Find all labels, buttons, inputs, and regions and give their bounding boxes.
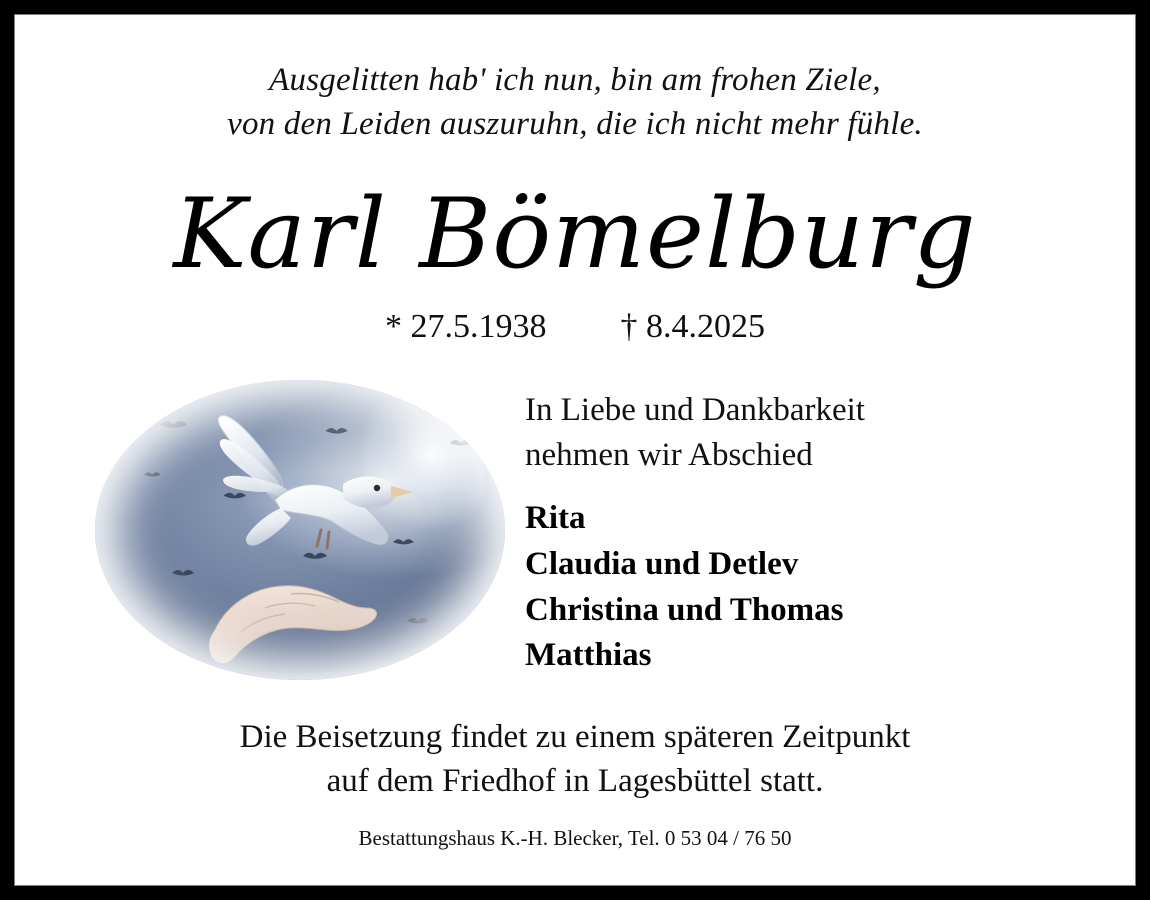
card-inner <box>14 14 1136 886</box>
life-dates <box>15 308 1135 346</box>
birth-date: * 27.5.1938 <box>385 308 547 346</box>
tribute-intro-line-2: nehmen wir Abschied <box>525 436 813 473</box>
verse-block <box>15 59 1135 146</box>
list-item: Rita <box>525 499 586 536</box>
dove-in-hand-illustration <box>95 380 505 680</box>
dove-image-wrapper <box>85 380 515 680</box>
verse-line-2: von den Leiden auszuruhn, die ich nicht mehr fühle. <box>227 105 923 142</box>
funeral-note <box>15 716 1135 804</box>
death-date: † 8.4.2025 <box>620 308 765 346</box>
funeral-note-line-2: auf dem Friedhof in Lagesbüttel statt. <box>326 762 824 799</box>
funeral-note-line-1: Die Beisetzung findet zu einem späteren Zeitpunkt <box>239 719 911 756</box>
list-item: Claudia und Detlev <box>525 545 799 582</box>
mourners-list <box>525 496 1075 679</box>
tribute-intro <box>525 388 1075 478</box>
verse-line-1: Ausgelitten hab' ich nun, bin am frohen Ziele, <box>269 62 881 98</box>
middle-section <box>15 380 1135 680</box>
deceased-name: Karl Bömelburg <box>173 178 977 291</box>
list-item: Christina und Thomas <box>525 591 844 628</box>
dove-illustration-svg <box>95 380 505 680</box>
list-item: Matthias <box>525 637 652 674</box>
tribute-intro-line-1: In Liebe und Dankbarkeit <box>525 392 865 429</box>
tribute-block <box>515 380 1075 679</box>
funeral-home-credit: Bestattungshaus K.-H. Blecker, Tel. 0 53 04 / 76 50 <box>358 825 792 850</box>
